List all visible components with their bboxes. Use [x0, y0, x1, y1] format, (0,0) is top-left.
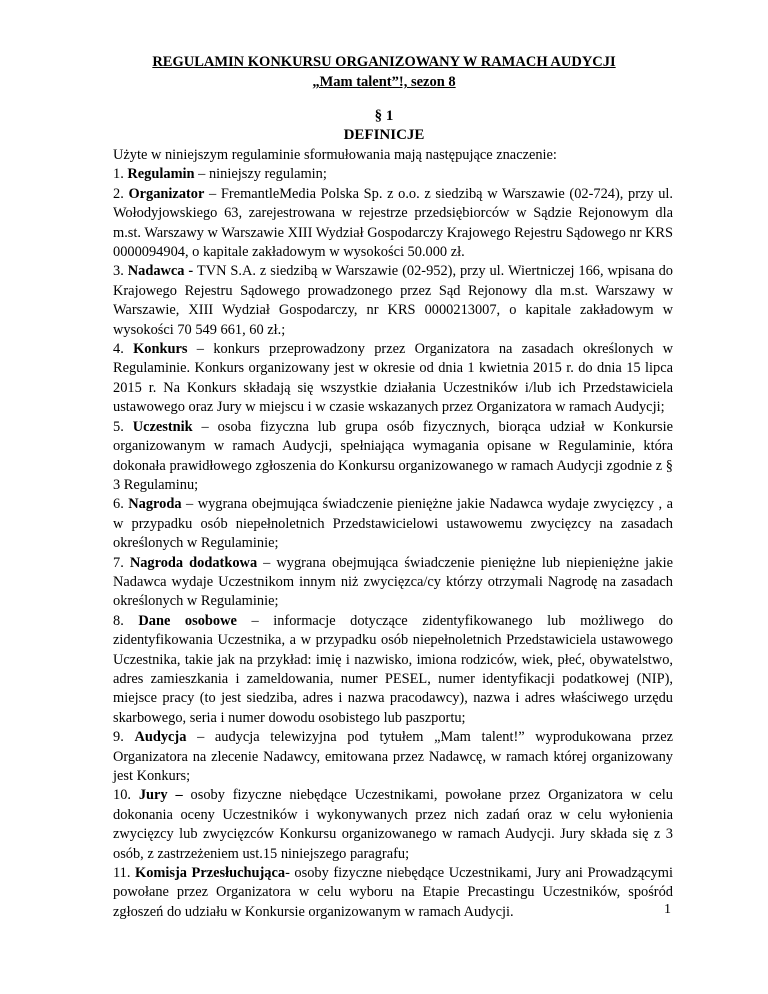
- document-title-line1: REGULAMIN KONKURSU ORGANIZOWANY W RAMACH AUDYCJI: [152, 54, 616, 70]
- definition-text: – FremantleMedia Polska Sp. z o.o. z siedzibą w Warszawie (02-724), przy ul. Wołodyjowskiego 63, zarejestrowana w rejestrze przedsiębiorców w Sądzie Rejonowym dla m.st. Warszawy w Warszawie XIII Wydział Gospodarczy Krajowego Rejestru Sądowego nr KRS 0000094904, o kapitale zakładowym w wysokości 50.000 zł.: [113, 185, 674, 261]
- section-number: § 1: [374, 108, 394, 124]
- definition-term: Nadawca -: [127, 263, 194, 280]
- definition-text: – wygrana obejmująca świadczenie pieniężne lub niepieniężne jakie Nadawca wydaje Uczestnikom innym niż zwycięzca/cy którzy otrzymali Nagrodę na zasadach określonych w Regulaminie;: [113, 554, 673, 610]
- definition-item: [113, 786, 673, 864]
- section-title: DEFINICJE: [343, 127, 425, 143]
- definition-term: Nagroda dodatkowa: [129, 554, 258, 571]
- definition-term: Konkurs: [133, 341, 188, 358]
- definition-text: TVN S.A. z siedzibą w Warszawie (02-952), przy ul. Wiertniczej 166, wpisana do Krajowego Rejestru Sądowego prowadzonego przez Sąd Rejonowy dla m.st. Warszawy w Warszawie, XIII Wydział Gospodarczy, nr KRS 0000213007, o kapitale zakładowym w wysokości 70 549 661, 60 zł.;: [113, 263, 674, 338]
- definition-number: 4.: [113, 341, 134, 358]
- definition-term: Regulamin: [127, 166, 195, 183]
- definition-text: – wygrana obejmująca świadczenie pieniężne jakie Nadawca wydaje zwycięzcy , a w przypadku osób niepełnoletnich Przedstawicielowi ustawowemu zwycięzcy na zasadach określonych w Regulaminie;: [113, 496, 674, 552]
- definition-term: Komisja Przesłuchująca: [135, 865, 286, 882]
- definition-item: [113, 262, 673, 340]
- definition-number: 5.: [113, 418, 133, 435]
- definition-text: osoby fizyczne niebędące Uczestnikami, powołane przez Organizatora w celu dokonania oceny Uczestników i wykonywanych przez nich zadań oraz w celu wyłonienia zwycięzcy lub zwycięzców Konkursu organizowanego w ramach Audycji. Jury składa się z 3 osób, z zastrzeżeniem ust.15 niniejszego paragrafu;: [113, 787, 673, 862]
- definition-term: Uczestnik: [132, 418, 193, 435]
- definition-text: – niniejszy regulamin;: [194, 166, 327, 183]
- definition-item: [113, 185, 673, 263]
- definition-item: [113, 495, 673, 553]
- definition-text: – informacje dotyczące zidentyfikowanego lub możliwego do zidentyfikowania Uczestnika, a w przypadku osób niepełnoletnich Przedstawiciela ustawowego Uczestnika, takie jak na przykład: imię i nazwisko, imiona rodziców, wiek, płeć, obywatelstwo, adres zamieszkania i zameldowania, numer PESEL, numer identyfikacji podatkowej (NIP), miejsce pracy (to jest siedziba, adres i nazwa pracodawcy), nazwa i adres właściwego urzędu skarbowego, seria i numer dowodu osobistego lub paszportu;: [113, 612, 673, 726]
- definition-item: [113, 165, 673, 184]
- definition-text: - osoby fizyczne niebędące Uczestnikami, Jury ani Prowadzącymi powołane przez Organizatora w celu wyboru na Etapie Precastingu Uczestników, spośród zgłoszeń do udziału w Konkursie organizowanym w ramach Audycji.: [113, 865, 673, 920]
- definition-number: 8.: [113, 612, 139, 629]
- definition-number: 2.: [113, 185, 129, 202]
- definition-number: 7.: [113, 554, 130, 571]
- definition-item: [113, 728, 673, 786]
- definition-term: Organizator: [128, 185, 205, 202]
- definition-number: 11.: [113, 865, 136, 882]
- definition-number: 1.: [113, 166, 128, 183]
- intro-paragraph: Użyte w niniejszym regulaminie sformułowania mają następujące znaczenie:: [113, 147, 557, 163]
- definition-term: Dane osobowe: [138, 612, 237, 629]
- definition-term: Audycja: [134, 729, 187, 746]
- definition-item: [113, 418, 673, 496]
- definition-number: 9.: [113, 729, 135, 746]
- definition-text: – osoba fizyczna lub grupa osób fizycznych, biorąca udział w Konkursie organizowanym w ramach Audycji, spełniająca wymagania opisane w Regulaminie, która dokonała prawidłowego zgłoszenia do Konkursu organizowanego w ramach Audycji zgodnie z § 3 Regulaminu;: [113, 418, 674, 493]
- definition-item: [113, 340, 673, 418]
- definition-term: Nagroda: [128, 496, 182, 513]
- definition-number: 6.: [113, 496, 129, 513]
- definition-number: 10.: [113, 787, 139, 804]
- definition-item: [113, 612, 673, 728]
- definition-text: – audycja telewizyjna pod tytułem „Mam talent!” wyprodukowana przez Organizatora na zlecenie Nadawcy, emitowana przez Nadawcę, w ramach której organizowany jest Konkurs;: [113, 729, 673, 784]
- page-number: 1: [664, 902, 671, 917]
- definition-item: [113, 864, 673, 922]
- definition-number: 3.: [113, 263, 128, 280]
- definition-term: Jury –: [138, 787, 183, 804]
- definition-item: [113, 554, 673, 612]
- document-title-line2: „Mam talent”!, sezon 8: [312, 74, 456, 90]
- definition-text: – konkurs przeprowadzony przez Organizatora na zasadach określonych w Regulaminie. Konkurs organizowany jest w okresie od dnia 1 kwietnia 2015 r. do dnia 15 lipca 2015 r. Na Konkurs składają się wszystkie działania Uczestników i/lub ich Przedstawiciela ustawowego oraz Jury w miejscu i w czasie wskazanych przez Organizatora w ramach Audycji;: [113, 341, 673, 416]
- document-body: [113, 146, 673, 922]
